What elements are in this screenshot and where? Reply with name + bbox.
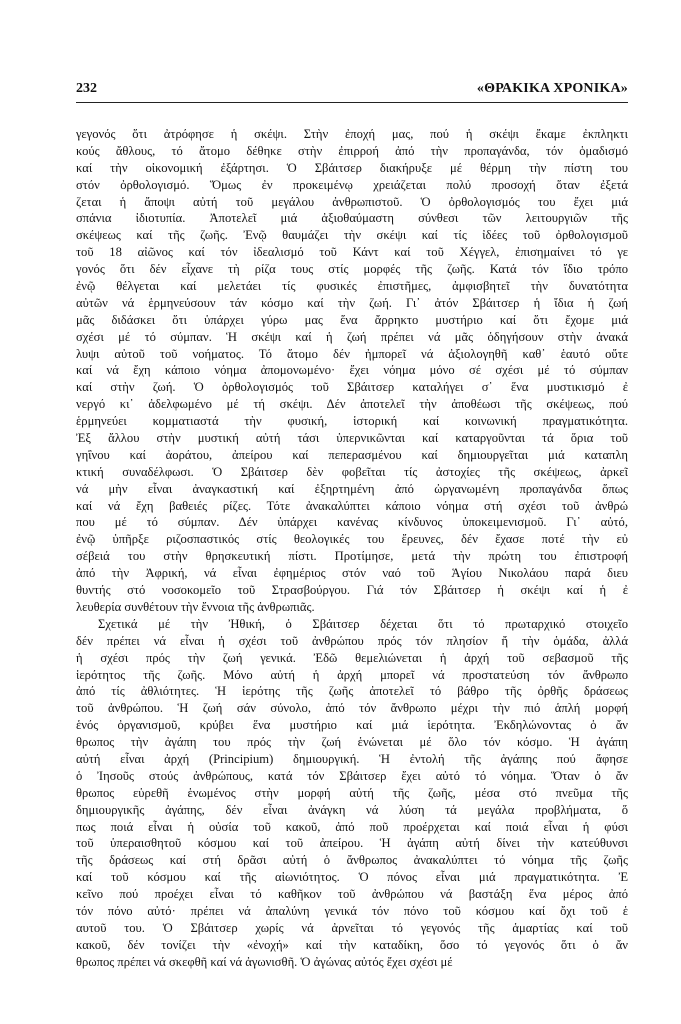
text-line: θρωπος τὴν ἀγάπη του πρός τὴν ζωή ἑνώνεται μέ ὅλο τόν κόσμο. Ἡ ἀγάπη: [76, 735, 628, 750]
text-line: στόν ὀρθολογισμό. Ὅμως ἐν προκειμένῳ χρειάζεται πολύ προσοχή ὅταν ἐξετά: [76, 177, 628, 192]
page-number: 232: [76, 81, 97, 96]
text-line: μᾶς διδάσκει ὅτι ὑπάρχει γύρω μας ἕνα ἄρρηκτο μυστήριο καί ὅτι ἔχομε μιά: [76, 312, 628, 327]
text-line: δημιουργικῆς ἀγάπης, δέν εἶναι ἀνάγκη νά λύση τά μεγάλα προβλήματα, ὅ: [76, 802, 628, 817]
text-line: ὁ Ἰησοῦς στούς ἀνθρώπους, κατά τόν Σβάιτσερ ἔχει αὐτό τό νόημα. Ὅταν ὁ ἄν: [76, 768, 628, 783]
text-line: λυψι αὐτοῦ τοῦ νοήματος. Τό ἄτομο δέν ἠμπορεῖ νά ἀξιολογηθῆ καθ᾽ ἑαυτό οὔτε: [76, 346, 628, 361]
text-line: ἐνῷ ὑπῆρξε ριζοσπαστικός στίς θεολογικές του ἔρευνες, δέν ἔχασε ποτέ τὴν εὐ: [76, 532, 628, 547]
text-line: σχέσι μέ τό σύμπαν. Ἡ σκέψι καί ἡ ζωή πρέπει νά μᾶς ὁδηγήσουν στὴν ἀνακά: [76, 329, 628, 344]
text-line: καί νά ἔχη κάποιο νόημα ἀπομονωμένο· ἔχει νόημα μόνο σέ σχέσι μέ τό σύμπαν: [76, 363, 628, 378]
text-line: γεγονός ὅτι ἀτρόφησε ἡ σκέψι. Στὴν ἐποχή μας, πού ἡ σκέψι ἔκαμε ἐκπληκτι: [76, 127, 628, 141]
text-line: θρωπος εὑρεθῆ ἑνωμένος στὴν μορφή αὐτή τῆς ζωῆς, μέσα στό πνεῦμα τῆς: [76, 785, 628, 800]
text-line: που μέ τό σύμπαν. Δέν ὑπάρχει κανένας κίνδυνος ὑποκειμενισμοῦ. Γι᾽ αὐτό,: [76, 515, 628, 530]
journal-title: «ΘΡΑΚΙΚΑ ΧΡΟΝΙΚΑ»: [476, 81, 628, 96]
text-line: κεῖνο πού προέχει εἶναι τό καθῆκον τοῦ ἀνθρώπου νά βαστάξη ἕνα μέρος ἀπό: [76, 887, 628, 902]
text-line: κακοῦ, δέν τονίζει τὴν «ἐνοχή» καί τὴν καταδίκη, ὅσο τό γεγονός ὅτι ὁ ἄν: [76, 937, 628, 952]
text-line: ἀπό τὴν Ἀφρική, νά εἶναι ἐφημέριος στόν ναό τοῦ Ἁγίου Νικολάου παρά διευ: [76, 566, 628, 581]
text-line: ἡ σχέσι πρός τὴν ζωή γενικά. Ἐδῶ θεμελιώνεται ἡ ἀρχή τοῦ σεβασμοῦ τῆς: [76, 650, 628, 665]
text-line: Ἐξ ἄλλου στὴν μυστική αὐτή τάσι ὑπερνικῶνται καί καταργοῦνται τά ὅρια τοῦ: [76, 431, 628, 446]
text-line: σκέψεως καί τῆς ζωῆς. Ἐνῷ θαυμάζει τὴν σκέψι καί τίς ἰδέες τοῦ ὀρθολογισμοῦ: [76, 228, 628, 243]
text-line: τοῦ ὑπεραισθητοῦ κόσμου καί τοῦ ἀπείρου. Ἡ ἀγάπη αὐτή δίνει τὴν κατεύθυνσι: [76, 836, 628, 851]
text-line: ἐνῷ θέλγεται καί μελετάει τίς φυσικές ἐπιστῆμες, ἀμφισβητεῖ τὴν δυνατότητα: [76, 279, 628, 294]
text-line: ἱερότητος τῆς ζωῆς. Μόνο αὐτή ἡ ἀρχή μπορεῖ νά προστατεύση τόν ἄνθρωπο: [76, 667, 628, 682]
header-rule: [76, 102, 628, 103]
running-header: [76, 80, 628, 102]
text-line: τῆς δράσεως καί στή δρᾶσι αὐτή ὁ ἄνθρωπος ἀνακαλύπτει τό νόημα τῆς ζωῆς: [76, 853, 628, 868]
text-line: ζεται ἡ ἄποψι αὐτή τοῦ μεγάλου ἀνθρωπιστοῦ. Ὁ ὀρθολογισμός του ἔχει μιά: [76, 194, 628, 209]
text-line: ἀπό τίς ἀθλιότητες. Ἡ ἱερότης τῆς ζωῆς ἀποτελεῖ τό βάθρο τῆς ὀρθῆς δράσεως: [76, 684, 628, 699]
text-line: καί τὴν οἰκονομική ἐξάρτησι. Ὁ Σβάιτσερ διακήρυξε μέ θέρμη τὴν πίστη του: [76, 160, 628, 175]
text-line: αὐτή εἶναι ἀρχή (Principium) δημιουργική. Ἡ ἐντολή τῆς ἀγάπης πού ἄφησε: [76, 751, 628, 766]
text-line: τοῦ 18 αἰῶνος καί τόν ἰδεαλισμό τοῦ Κάντ καί τοῦ Χέγγελ, ἐπισημαίνει τό γε: [76, 245, 628, 260]
text-line: γονός ὅτι δέν εἶχανε τὴ ρίζα τους στίς μορφές τῆς ζωῆς. Κατά τόν ἴδιο τρόπο: [76, 262, 628, 277]
text-line: γηΐνου καί ἀοράτου, ἀπείρου καί πεπερασμένου καί δημιουργεῖται μιά καταπλη: [76, 447, 628, 462]
text-line: κούς ἄθλους, τό ἄτομο δέθηκε στὴν ἐπιρροή ἀπό τὴν προπαγάνδα, τόν ὁμαδισμό: [76, 143, 628, 158]
body-text: [76, 126, 628, 971]
text-line: ἑρμηνεύει κομματιαστά τὴν φυσική, ἱστορική καί κοινωνική πραγματικότητα.: [76, 414, 628, 429]
text-line: καί στὴν ζωή. Ὁ ὀρθολογισμός τοῦ Σβάιτσερ καταλήγει σ᾽ ἕνα μυστικισμό ἐ: [76, 380, 628, 395]
text-line: σπάνια ἰδιοτυπία. Ἀποτελεῖ μιά ἀξιοθαύμαστη σύνθεσι τῶν λειτουργιῶν τῆς: [76, 211, 628, 226]
text-line: καί νά ἔχη βαθειές ρίζες. Τότε ἀνακαλύπτει κάποιο νόημα στή σχέσι τοῦ ἀνθρώ: [76, 498, 628, 513]
text-line: κτική συναδέλφωσι. Ὁ Σβάιτσερ δὲν φοβεῖται τίς ἀστοχίες τῆς σκέψεως, ἀρκεῖ: [76, 464, 628, 479]
text-line: αὐτῶν νά ἑρμηνεύσουν τάν κόσμο καί τὴν ζωή. Γι᾽ ἀτόν Σβάιτσερ ἡ ἴδια ἡ ζωή: [76, 295, 628, 310]
text-line: τοῦ ἀνθρώπου. Ἡ ζωή σάν σύνολο, ἀπό τόν ἄνθρωπο μέχρι τὴν πιό ἁπλή μορφή: [76, 701, 628, 716]
text-line: νεργό κι᾽ ἀδελφωμένο μέ τή σκέψι. Δέν ἀποτελεῖ τὴν ἀποθέωσι τῆς σκέψεως, πού: [76, 397, 628, 412]
text-line: αυτοῦ του. Ὁ Σβάιτσερ χωρίς νά ἀρνεῖται τό γεγονός τῆς ἁμαρτίας καί τοῦ: [76, 920, 628, 935]
text-line: τόν πόνο αὐτό· πρέπει νά ἀπαλύνη γενικά τόν πόνο τοῦ κόσμου καί ὄχι τοῦ ἑ: [76, 903, 628, 918]
paragraph: [76, 126, 628, 616]
text-line: θυντής στό νοσοκομεῖο τοῦ Στρασβούργου. Γιά τόν Σβάιτσερ ἡ σκέψι καί ἡ ἐ: [76, 583, 628, 598]
text-line: πως ποιά εἶναι ἡ οὐσία τοῦ κακοῦ, ἀπό ποῦ προέρχεται καί ποιά εἶναι ἡ φύσι: [76, 819, 628, 834]
text-line: σέβειά του στὴν θρησκευτική πίστι. Προτίμησε, μετά τὴν πρώτη του ἐπιστροφή: [76, 549, 628, 564]
text-line: λευθερία συνθέτουν τὴν ἔννοια τῆς ἀνθρωπιᾶς.: [76, 599, 315, 614]
text-line: δέν πρέπει νά εἶναι ἡ σχέσι τοῦ ἀνθρώπου πρός τόν πλησίον ἤ τὴν ὁμάδα, ἀλλά: [76, 633, 628, 648]
text-line: Σχετικά μέ τὴν Ἠθική, ὁ Σβάιτσερ δέχεται ὅτι τό πρωταρχικό στοιχεῖο: [98, 616, 628, 631]
text-line: καί τοῦ κόσμου καί τῆς αἰωνιότητος. Ὁ πόνος εἶναι μιά πραγματικότητα. Ἐ: [76, 870, 628, 885]
text-line: νά μὴν εἶναι ἀναγκαστική καί ἐξηρτημένη ἀπό ὠργανωμένη προπαγάνδα ὅπως: [76, 481, 628, 496]
text-line: ἑνός ὀργανισμοῦ, κρύβει ἕνα μυστήριο καί μιά ἱερότητα. Ἐκδηλώνοντας ὁ ἄν: [76, 718, 628, 733]
text-line: θρωπος πρέπει νά σκεφθῆ καί νά ἀγωνισθῆ. Ὁ ἀγώνας αὐτός ἔχει σχέσι μέ: [76, 954, 453, 969]
paragraph: [76, 616, 628, 971]
